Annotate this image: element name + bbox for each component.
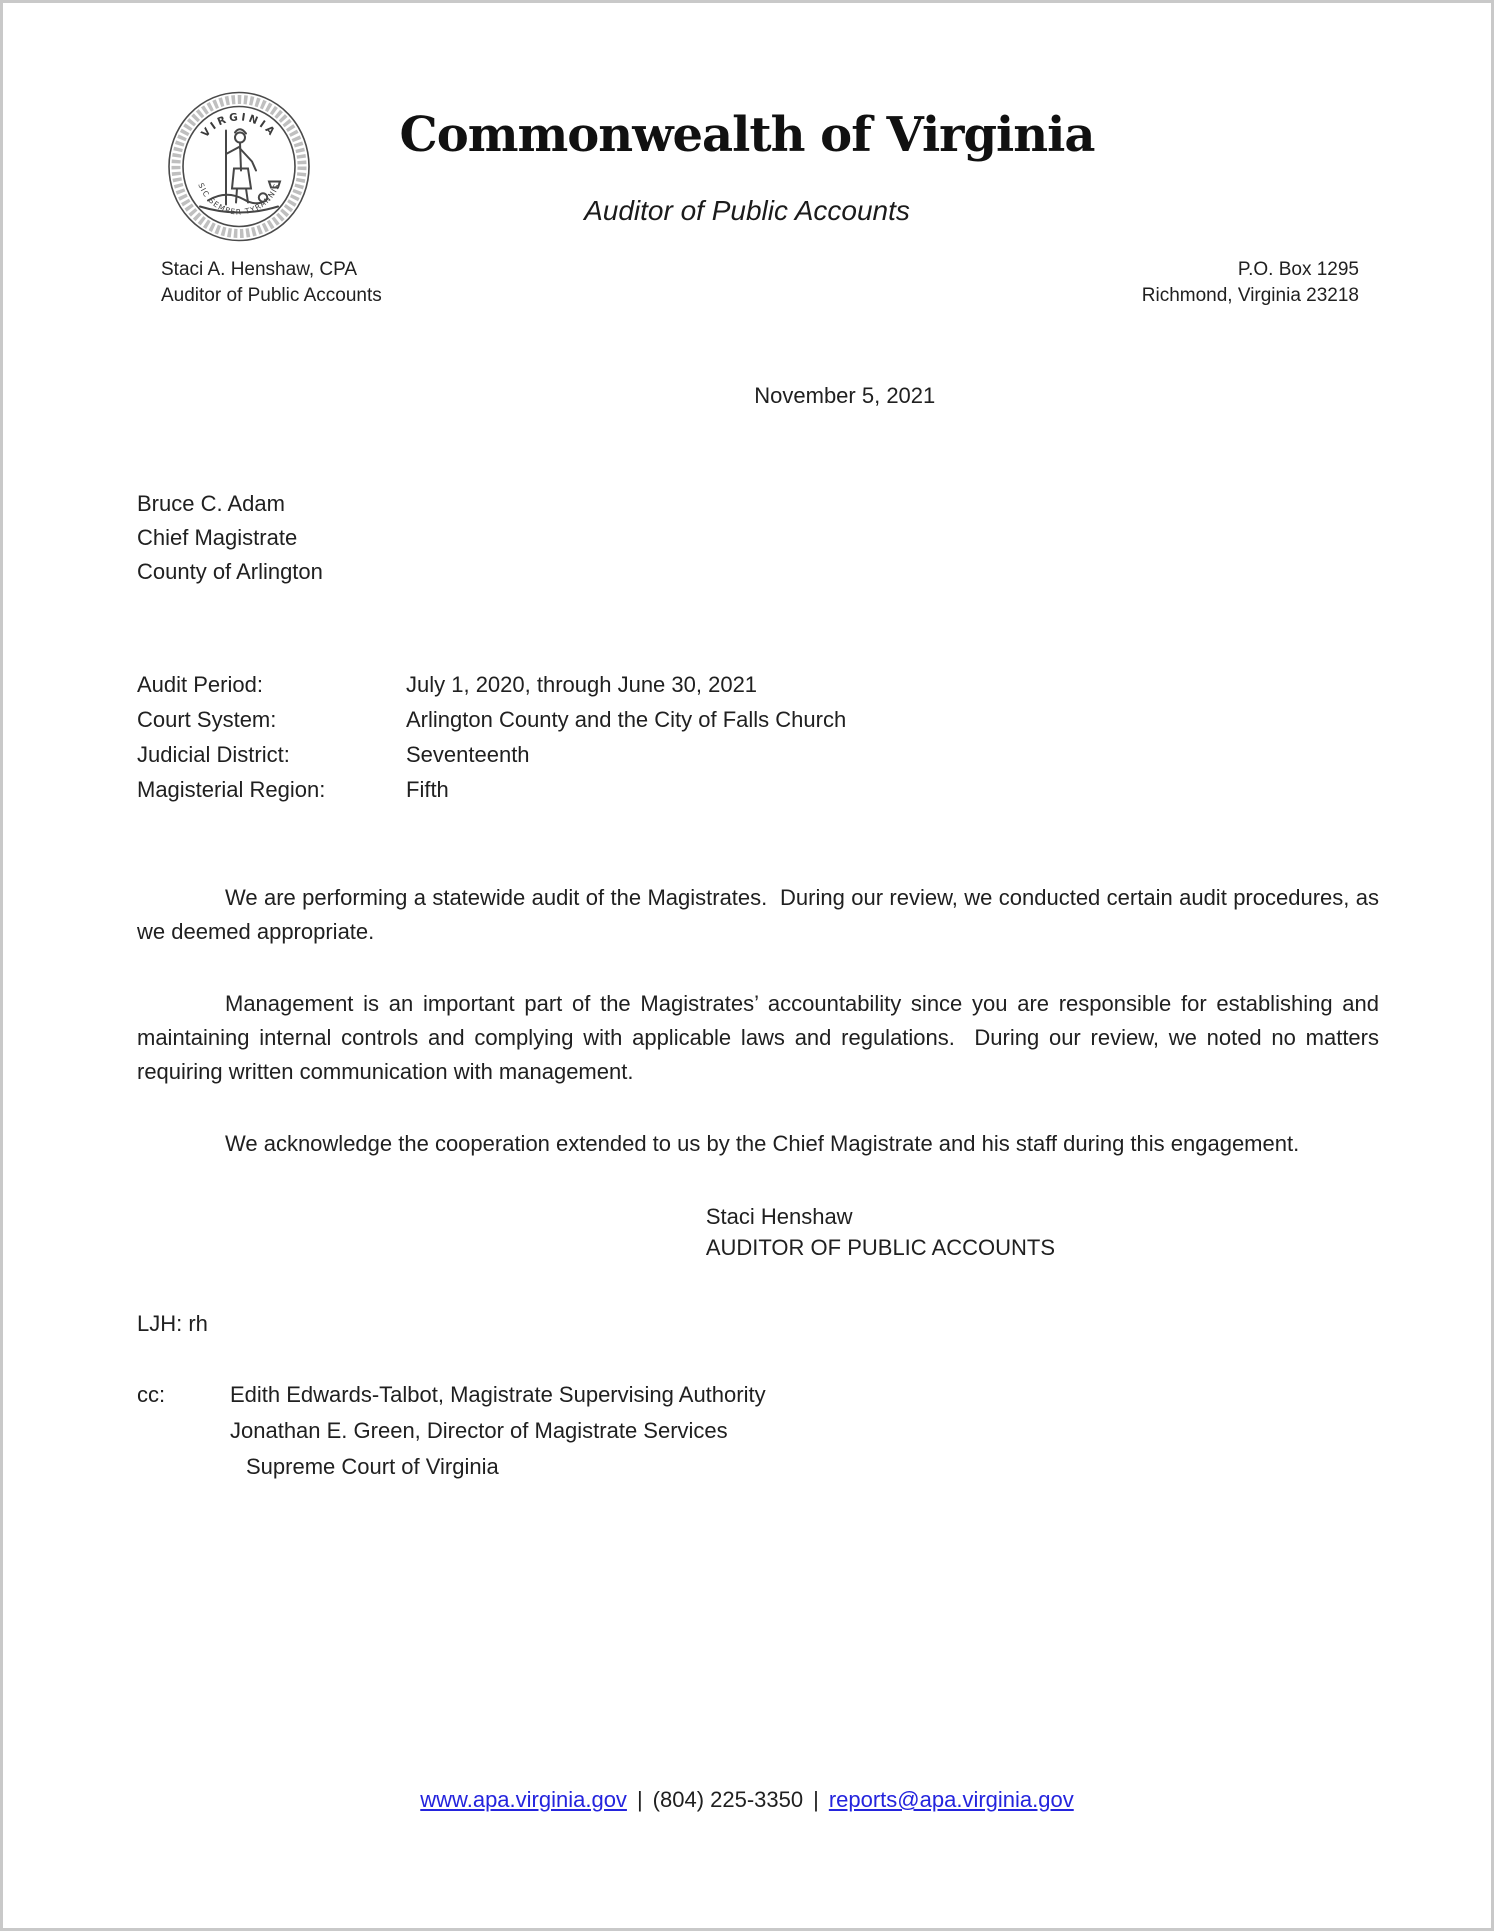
letter-paragraphs [137,881,1386,1161]
cc-recipient-1: Edith Edwards-Talbot, Magistrate Supervising Authority [230,1382,766,1407]
svg-text:VIRGINIA [199,111,279,140]
phone-number: (804) 225-3350 [652,1787,804,1812]
recipient-title: Chief Magistrate [137,525,298,550]
paragraph-2: Management is an important part of the Magistrates’ accountability since you are responsible for establishing and maintaining internal controls and complying with applicable laws and regulations. During our review, we noted no matters requiring written communication with management. [137,991,1386,1084]
letter-date: November 5, 2021 [754,383,936,408]
city-state-zip: Richmond, Virginia 23218 [1141,285,1359,306]
paragraph-1: We are performing a statewide audit of the Magistrates. During our review, we conducted certain audit procedures, as we deemed appropriate. [137,885,1386,944]
cc-label: cc: [137,1382,166,1407]
page-subtitle: Auditor of Public Accounts [584,195,910,226]
auditor-contact-block [161,257,382,309]
cc-row [137,1377,1379,1413]
detail-label: Judicial District: [137,742,290,767]
signer-title: AUDITOR OF PUBLIC ACCOUNTS [705,1235,1056,1260]
office-address-block [1142,257,1359,309]
recipient-name: Bruce C. Adam [137,491,285,516]
recipient-org: County of Arlington [137,559,323,584]
auditor-name: Staci A. Henshaw, CPA [161,259,358,280]
letter-body [3,379,1491,1485]
detail-row-audit-period [137,667,1379,702]
seal-bottom-text: SIC SEMPER TYRANNIS [196,181,282,217]
footer-separator: | [813,1787,819,1812]
virginia-state-seal-icon [166,90,312,243]
footer-separator: | [636,1787,643,1812]
header-contacts [3,257,1491,309]
cc-block [137,1377,1379,1485]
email-link[interactable]: reports@apa.virginia.gov [828,1787,1074,1812]
seal-top-text: VIRGINIA [199,111,279,140]
paragraph-3: We acknowledge the cooperation extended to us by the Chief Magistrate and his staff during this engagement. [225,1131,1300,1156]
detail-row-judicial-district [137,737,1379,772]
po-box: P.O. Box 1295 [1237,259,1359,280]
detail-row-court-system [137,702,1379,737]
reference-initials: LJH: rh [137,1311,208,1336]
detail-label: Magisterial Region: [137,777,326,802]
detail-label: Audit Period: [137,672,263,697]
recipient-block [137,487,1379,589]
page-footer [3,1785,1491,1815]
page-title: Commonwealth of Virginia [399,107,1095,163]
auditor-title: Auditor of Public Accounts [161,285,382,306]
detail-value: Fifth [406,777,449,802]
cc-row [137,1449,1379,1485]
cc-recipient-2: Jonathan E. Green, Director of Magistrate Services [230,1418,728,1443]
detail-row-magisterial-region [137,772,1379,807]
cc-recipient-3: Supreme Court of Virginia [246,1454,499,1479]
detail-value: Arlington County and the City of Falls Church [406,707,847,732]
detail-value: July 1, 2020, through June 30, 2021 [406,672,758,697]
detail-label: Court System: [137,707,277,732]
signer-name: Staci Henshaw [705,1204,853,1229]
signature-block [706,1201,1379,1263]
detail-value: Seventeenth [406,742,530,767]
audit-details [137,667,1379,807]
website-link[interactable]: www.apa.virginia.gov [420,1787,627,1812]
cc-row [137,1413,1379,1449]
